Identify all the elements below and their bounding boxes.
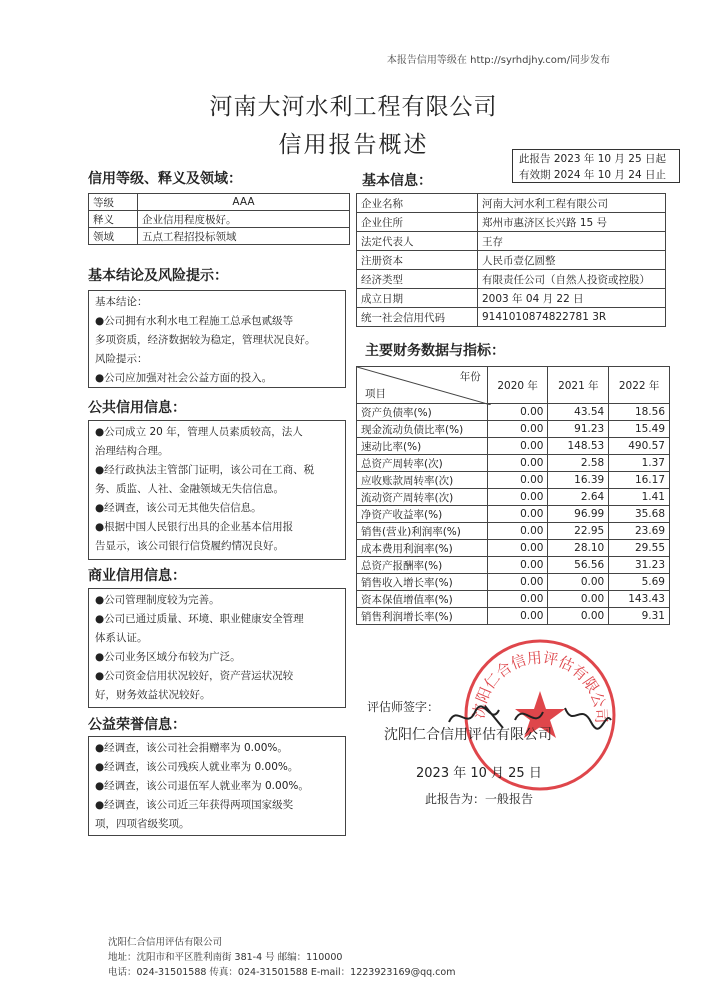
metric-value: 0.00: [548, 591, 609, 608]
info-value: 9141010874822781 3R: [478, 308, 666, 327]
footer-company: 沈阳仁合信用评估有限公司: [108, 937, 223, 948]
metric-label: 速动比率(%): [357, 438, 488, 455]
evaluator-company: 沈阳仁合信用评估有限公司: [384, 727, 552, 743]
public-welfare-line: ●经调查，该公司残疾人就业率为 0.00%。: [95, 761, 299, 773]
metric-value: 1.41: [609, 489, 670, 506]
rating-value: 企业信用程度极好。: [138, 211, 350, 228]
rating-value: AAA: [138, 194, 350, 211]
metric-label: 销售利润增长率(%): [357, 608, 488, 625]
conclusion-line: 多项资质，经济数据较为稳定，管理状况良好。: [95, 334, 316, 346]
info-label: 法定代表人: [357, 232, 478, 251]
financial-row: [357, 557, 670, 574]
rating-heading: 信用等级、释义及领域：: [88, 171, 242, 187]
metric-value: 16.39: [548, 472, 609, 489]
metric-value: 0.00: [487, 489, 548, 506]
info-row: [357, 270, 666, 289]
info-value: 河南大河水利工程有限公司: [478, 194, 666, 213]
financial-row: [357, 591, 670, 608]
metric-label: 销售(营业)利润率(%): [357, 523, 488, 540]
metric-value: 0.00: [487, 506, 548, 523]
metric-label: 资本保值增值率(%): [357, 591, 488, 608]
public-welfare-box: [88, 736, 346, 836]
financial-row: [357, 421, 670, 438]
info-row: [357, 308, 666, 327]
metric-value: 0.00: [548, 608, 609, 625]
public-credit-line: ●根据中国人民银行出具的企业基本信用报: [95, 521, 294, 533]
financial-row: [357, 489, 670, 506]
metric-value: 9.31: [609, 608, 670, 625]
metric-value: 0.00: [487, 608, 548, 625]
business-credit-line: ●公司资金信用状况较好，资产营运状况较: [95, 670, 294, 682]
financial-table: [356, 366, 670, 625]
metric-value: 56.56: [548, 557, 609, 574]
validity-box: [512, 149, 680, 183]
public-credit-line: ●公司成立 20 年，管理人员素质较高，法人: [95, 426, 303, 438]
metric-value: 91.23: [548, 421, 609, 438]
info-row: [357, 251, 666, 270]
metric-value: 0.00: [548, 574, 609, 591]
signature-label: 评估师签字：: [367, 700, 440, 714]
metric-value: 0.00: [487, 523, 548, 540]
metric-value: 15.49: [609, 421, 670, 438]
metric-value: 490.57: [609, 438, 670, 455]
info-value: 2003 年 04 月 22 日: [478, 289, 666, 308]
metric-value: 16.17: [609, 472, 670, 489]
rating-row: [89, 228, 350, 245]
metric-value: 148.53: [548, 438, 609, 455]
basic-info-heading: 基本信息：: [362, 173, 432, 189]
business-credit-line: ●公司业务区域分布较为广泛。: [95, 651, 241, 663]
metric-label: 资产负债率(%): [357, 404, 488, 421]
info-row: [357, 194, 666, 213]
financial-row: [357, 404, 670, 421]
public-welfare-line: 项，四项省级奖项。: [95, 818, 190, 830]
info-label: 注册资本: [357, 251, 478, 270]
public-credit-heading: 公共信用信息：: [88, 400, 186, 416]
header-year-label: 年份: [459, 371, 481, 383]
public-credit-line: 告显示，该公司银行信贷履约情况良好。: [95, 540, 284, 552]
company-title: 河南大河水利工程有限公司: [209, 94, 498, 120]
metric-label: 总资产周转率(次): [357, 455, 488, 472]
info-value: 王存: [478, 232, 666, 251]
risk-line: ●公司应加强对社会公益方面的投入。: [95, 372, 273, 384]
metric-label: 总资产报酬率(%): [357, 557, 488, 574]
financial-row: [357, 608, 670, 625]
metric-value: 2.58: [548, 455, 609, 472]
financial-row: [357, 438, 670, 455]
metric-value: 43.54: [548, 404, 609, 421]
financial-heading: 主要财务数据与指标：: [365, 343, 505, 359]
year-header: 2020 年: [487, 367, 548, 404]
info-row: [357, 232, 666, 251]
rating-label: 领域: [89, 228, 138, 245]
info-row: [357, 289, 666, 308]
rating-row: [89, 194, 350, 211]
rating-label: 等级: [89, 194, 138, 211]
metric-value: 23.69: [609, 523, 670, 540]
info-label: 经济类型: [357, 270, 478, 289]
financial-row: [357, 506, 670, 523]
seal-text-path: 沈阳仁合信用评估有限公司: [469, 648, 611, 724]
year-header: 2022 年: [609, 367, 670, 404]
rating-table: [88, 193, 350, 245]
info-value: 有限责任公司（自然人投资或控股）: [478, 270, 666, 289]
footer-contact: 电话：024-31501588 传真：024-31501588 E-mail：1223923169@qq.com: [108, 967, 456, 978]
public-welfare-line: ●经调查，该公司社会捐赠率为 0.00%。: [95, 742, 288, 754]
conclusion-box: [88, 290, 346, 388]
public-credit-line: 治理结构合理。: [95, 445, 169, 457]
metric-value: 0.00: [487, 472, 548, 489]
business-credit-box: [88, 588, 346, 708]
info-value: 人民币壹亿圆整: [478, 251, 666, 270]
financial-row: [357, 472, 670, 489]
metric-value: 28.10: [548, 540, 609, 557]
metric-value: 0.00: [487, 438, 548, 455]
metric-value: 35.68: [609, 506, 670, 523]
financial-row: [357, 540, 670, 557]
public-credit-box: [88, 420, 346, 560]
financial-header-row: [357, 367, 670, 404]
report-title: 信用报告概述: [278, 132, 429, 158]
footer: [108, 935, 455, 980]
public-welfare-line: ●经调查，该公司近三年获得两项国家级奖: [95, 799, 294, 811]
metric-label: 销售收入增长率(%): [357, 574, 488, 591]
info-value: 郑州市惠济区长兴路 15 号: [478, 213, 666, 232]
metric-label: 净资产收益率(%): [357, 506, 488, 523]
header-item-label: 项目: [365, 388, 386, 400]
metric-value: 96.99: [548, 506, 609, 523]
top-note: 本报告信用等级在 http://syrhdjhy.com/同步发布: [386, 55, 610, 66]
metric-value: 22.95: [548, 523, 609, 540]
info-row: [357, 213, 666, 232]
rating-label: 释义: [89, 211, 138, 228]
public-credit-line: 务、质监、人社、金融领域无失信信息。: [95, 483, 284, 495]
metric-value: 0.00: [487, 455, 548, 472]
financial-row: [357, 574, 670, 591]
basic-info-table: [356, 193, 666, 327]
business-credit-heading: 商业信用信息：: [88, 568, 186, 584]
info-label: 统一社会信用代码: [357, 308, 478, 327]
conclusion-heading: 基本结论及风险提示：: [88, 268, 228, 284]
metric-value: 143.43: [609, 591, 670, 608]
header-corner-cell: [357, 367, 488, 404]
public-welfare-heading: 公益荣誉信息：: [88, 717, 186, 733]
risk-label: 风险提示：: [95, 353, 148, 365]
metric-value: 0.00: [487, 574, 548, 591]
business-credit-line: 好，财务效益状况较好。: [95, 689, 211, 701]
metric-value: 0.00: [487, 540, 548, 557]
metric-value: 0.00: [487, 421, 548, 438]
public-credit-line: ●经调查，该公司无其他失信信息。: [95, 502, 262, 514]
info-label: 企业住所: [357, 213, 478, 232]
metric-value: 1.37: [609, 455, 670, 472]
metric-label: 流动资产周转率(次): [357, 489, 488, 506]
metric-value: 5.69: [609, 574, 670, 591]
validity-end: 有效期 2024 年 10 月 24 日止: [519, 169, 666, 181]
metric-label: 现金流动负债比率(%): [357, 421, 488, 438]
rating-value: 五点工程招投标领域: [138, 228, 350, 245]
validity-start: 此报告 2023 年 10 月 25 日起: [519, 153, 666, 165]
metric-value: 0.00: [487, 591, 548, 608]
metric-value: 0.00: [487, 404, 548, 421]
financial-row: [357, 523, 670, 540]
metric-label: 成本费用利润率(%): [357, 540, 488, 557]
conclusion-line: ●公司拥有水利水电工程施工总承包贰级等: [95, 315, 294, 327]
metric-value: 29.55: [609, 540, 670, 557]
metric-value: 2.64: [548, 489, 609, 506]
public-credit-line: ●经行政执法主管部门证明，该公司在工商、税: [95, 464, 315, 476]
footer-address: 地址：沈阳市和平区胜利南街 381-4 号 邮编：110000: [108, 952, 343, 963]
signature-date: 2023 年 10 月 25 日: [416, 766, 542, 781]
business-credit-line: ●公司已通过质量、环境、职业健康安全管理: [95, 613, 304, 625]
rating-row: [89, 211, 350, 228]
metric-value: 31.23: [609, 557, 670, 574]
conclusion-intro: 基本结论：: [95, 296, 148, 308]
financial-row: [357, 455, 670, 472]
metric-label: 应收账款周转率(次): [357, 472, 488, 489]
business-credit-line: ●公司管理制度较为完善。: [95, 594, 220, 606]
business-credit-line: 体系认证。: [95, 632, 148, 644]
year-header: 2021 年: [548, 367, 609, 404]
info-label: 企业名称: [357, 194, 478, 213]
info-label: 成立日期: [357, 289, 478, 308]
metric-value: 18.56: [609, 404, 670, 421]
metric-value: 0.00: [487, 557, 548, 574]
public-welfare-line: ●经调查，该公司退伍军人就业率为 0.00%。: [95, 780, 309, 792]
report-type: 此报告为：一般报告: [425, 792, 534, 806]
